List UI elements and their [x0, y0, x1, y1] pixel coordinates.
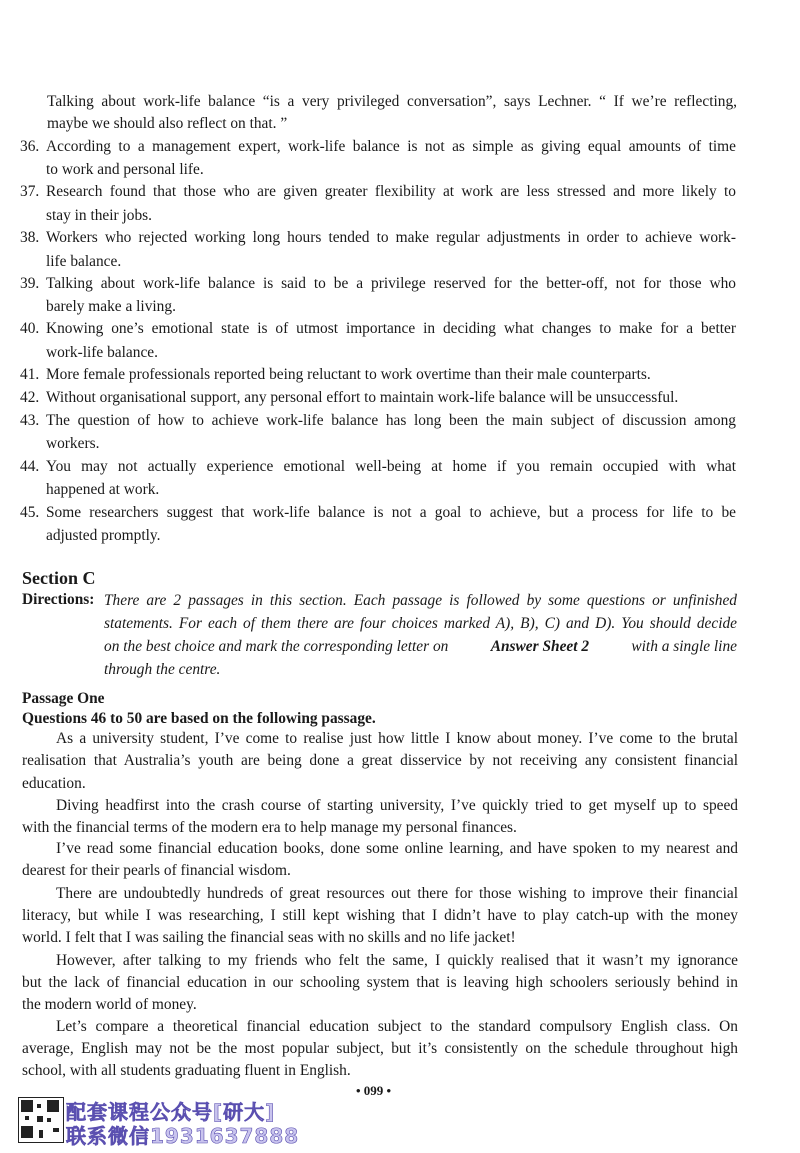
- statement-number: 43.: [20, 412, 40, 429]
- passage-line: Diving headfirst into the crash course of starting university, I’ve quickly tried to get myself up to speed: [56, 797, 738, 814]
- directions-line: through the centre.: [104, 661, 221, 678]
- watermark-line: 配套课程公众号[研大]: [66, 1100, 276, 1124]
- statement-number: 44.: [20, 458, 40, 475]
- statement-line: happened at work.: [46, 481, 160, 498]
- statement-number: 42.: [20, 389, 40, 406]
- statement-line: Without organisational support, any personal effort to maintain work-life balance will be unsuccessful.: [46, 389, 679, 406]
- passage-line: school, with all students graduating fluent in English.: [22, 1062, 351, 1079]
- statement-line: Some researchers suggest that work-life balance is not a goal to achieve, but a process for life to be: [46, 504, 736, 521]
- passage-line: with the financial terms of the modern era to help manage my personal finances.: [22, 819, 517, 836]
- directions-label: Directions:: [22, 591, 95, 608]
- statement-line: According to a management expert, work-life balance is not as simple as giving equal amounts of time: [46, 138, 736, 155]
- passage-line: As a university student, I’ve come to realise just how little I know about money. I’ve come to the brutal: [56, 730, 738, 747]
- passage-line: education.: [22, 775, 86, 792]
- passage-line: average, English may not be the most popular subject, but it’s consistently on the schedule throughout high: [22, 1040, 738, 1057]
- statement-number: 37.: [20, 183, 40, 200]
- passage-line: but the lack of financial education in our schooling system that is leaving high schoolers seriously behind in: [22, 974, 738, 991]
- statement-number: 39.: [20, 275, 40, 292]
- directions-text: with a single line: [631, 638, 737, 655]
- passage-line: Let’s compare a theoretical financial education subject to the standard compulsory English class. On: [56, 1018, 738, 1035]
- passage-line: literacy, but while I was researching, I still kept wishing that I didn’t have to play catch-up with the money: [22, 907, 738, 924]
- statement-line: Knowing one’s emotional state is of utmost importance in deciding what changes to make for a better: [46, 320, 736, 337]
- directions-line: [104, 635, 737, 658]
- statement-line: Research found that those who are given greater flexibility at work are less stressed and more likely to: [46, 183, 736, 200]
- directions-line: There are 2 passages in this section. Each passage is followed by some questions or unfinished: [104, 592, 737, 609]
- statement-line: adjusted promptly.: [46, 527, 161, 544]
- statement-number: 45.: [20, 504, 40, 521]
- statement-line: workers.: [46, 435, 100, 452]
- statement-line: to work and personal life.: [46, 161, 204, 178]
- passage-line: There are undoubtedly hundreds of great resources out there for those wishing to improve their financial: [56, 885, 738, 902]
- statement-line: More female professionals reported being reluctant to work overtime than their male counterparts.: [46, 366, 651, 383]
- passage-line: realisation that Australia’s youth are being done a great disservice by not receiving any consistent financial: [22, 752, 738, 769]
- statement-number: 40.: [20, 320, 40, 337]
- passage-line: the modern world of money.: [22, 996, 197, 1013]
- statement-line: You may not actually experience emotional well-being at home if you remain occupied with what: [46, 458, 736, 475]
- statement-line: Talking about work-life balance is said to be a privilege reserved for the better-off, not for those who: [46, 275, 736, 292]
- passage-end-line: Talking about work-life balance “is a very privileged conversation”, says Lechner. “ If we’re reflecting,: [47, 93, 737, 110]
- passage-title: Passage One: [22, 690, 105, 707]
- qr-code-icon: [18, 1097, 64, 1143]
- statement-line: stay in their jobs.: [46, 207, 153, 224]
- page-number: • 099 •: [356, 1083, 392, 1098]
- statement-line: work-life balance.: [46, 344, 158, 361]
- watermark-line: 联系微信1931637888: [66, 1124, 300, 1148]
- passage-end-line: maybe we should also reflect on that. ”: [47, 115, 288, 132]
- answer-sheet-label: Answer Sheet 2: [490, 638, 590, 655]
- passage-line: dearest for their pearls of financial wisdom.: [22, 862, 291, 879]
- statement-line: The question of how to achieve work-life balance has long been the main subject of discussion among: [46, 412, 736, 429]
- directions-line: statements. For each of them there are four choices marked A), B), C) and D). You should decide: [104, 615, 737, 632]
- passage-line: I’ve read some financial education books, done some online learning, and have spoken to my nearest and: [56, 840, 738, 857]
- statement-number: 36.: [20, 138, 40, 155]
- statement-number: 38.: [20, 229, 40, 246]
- statement-line: Workers who rejected working long hours tended to make regular adjustments in order to achieve work-: [46, 229, 736, 246]
- statement-line: life balance.: [46, 253, 122, 270]
- passage-instruction: Questions 46 to 50 are based on the following passage.: [22, 710, 376, 727]
- statement-line: barely make a living.: [46, 298, 176, 315]
- statement-number: 41.: [20, 366, 40, 383]
- passage-line: However, after talking to my friends who felt the same, I quickly realised that it wasn’t my ignorance: [56, 952, 738, 969]
- directions-text: on the best choice and mark the corresponding letter on: [104, 638, 449, 655]
- passage-line: world. I felt that I was sailing the financial seas with no skills and no life jacket!: [22, 929, 516, 946]
- section-heading: Section C: [22, 568, 96, 588]
